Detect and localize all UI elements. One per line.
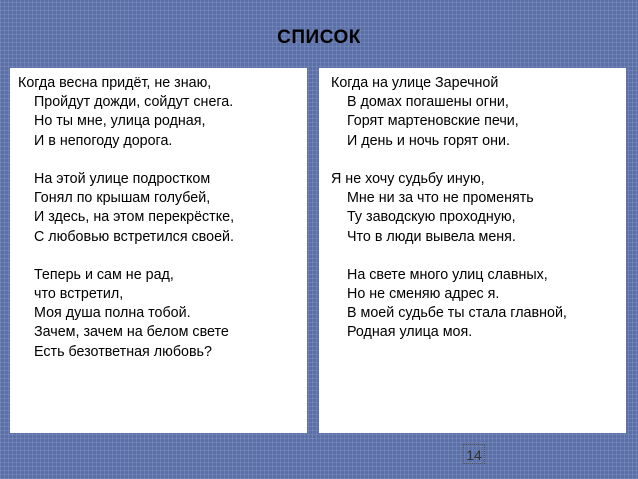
poem-line: Теперь и сам не рад,	[34, 266, 174, 283]
poem-line: Но ты мне, улица родная,	[34, 113, 206, 130]
poem-line: И в непогоду дорога.	[34, 132, 173, 149]
poem-line: Пройдут дожди, сойдут снега.	[34, 94, 234, 111]
poem-line: Но не сменяю адрес я.	[347, 286, 500, 303]
stanza-gap	[331, 247, 626, 266]
poem-line: Когда на улице Заречной	[331, 75, 499, 91]
slide-title: СПИСОК	[277, 27, 361, 48]
poem-line: На свете много улиц славных,	[347, 266, 548, 283]
poem-line: Моя душа полна тобой.	[34, 305, 191, 322]
poem-line: С любовью встретился своей.	[34, 228, 234, 245]
poem-line: что встретил,	[34, 286, 124, 303]
stanza-gap	[331, 151, 626, 170]
poem-line: В домах погашены огни,	[347, 94, 509, 111]
poem-line: Родная улица моя.	[347, 324, 473, 341]
left-text-panel	[10, 68, 307, 433]
poem-line: Зачем, зачем на белом свете	[34, 324, 229, 341]
stanza-gap	[18, 247, 307, 266]
poem-line: Мне ни за что не променять	[347, 190, 534, 207]
poem-line: В моей судьбе ты стала главной,	[347, 305, 567, 322]
poem-line: Горят мартеновские печи,	[347, 113, 519, 130]
poem-line: Я не хочу судьбу иную,	[331, 170, 485, 187]
stanza-gap	[18, 151, 307, 170]
poem-line: Ту заводскую проходную,	[347, 209, 516, 226]
poem-line: На этой улице подростком	[34, 170, 211, 187]
poem-line: Что в люди вывела меня.	[347, 228, 516, 245]
page-number: 14	[463, 444, 485, 464]
poem-line: И здесь, на этом перекрёстке,	[34, 209, 235, 226]
poem-line: Гонял по крышам голубей,	[34, 190, 211, 207]
right-text-panel	[319, 68, 626, 433]
poem-line: Когда весна придёт, не знаю,	[18, 75, 212, 91]
poem-line: Есть безответная любовь?	[34, 343, 212, 360]
poem-line: И день и ночь горят они.	[347, 132, 510, 149]
